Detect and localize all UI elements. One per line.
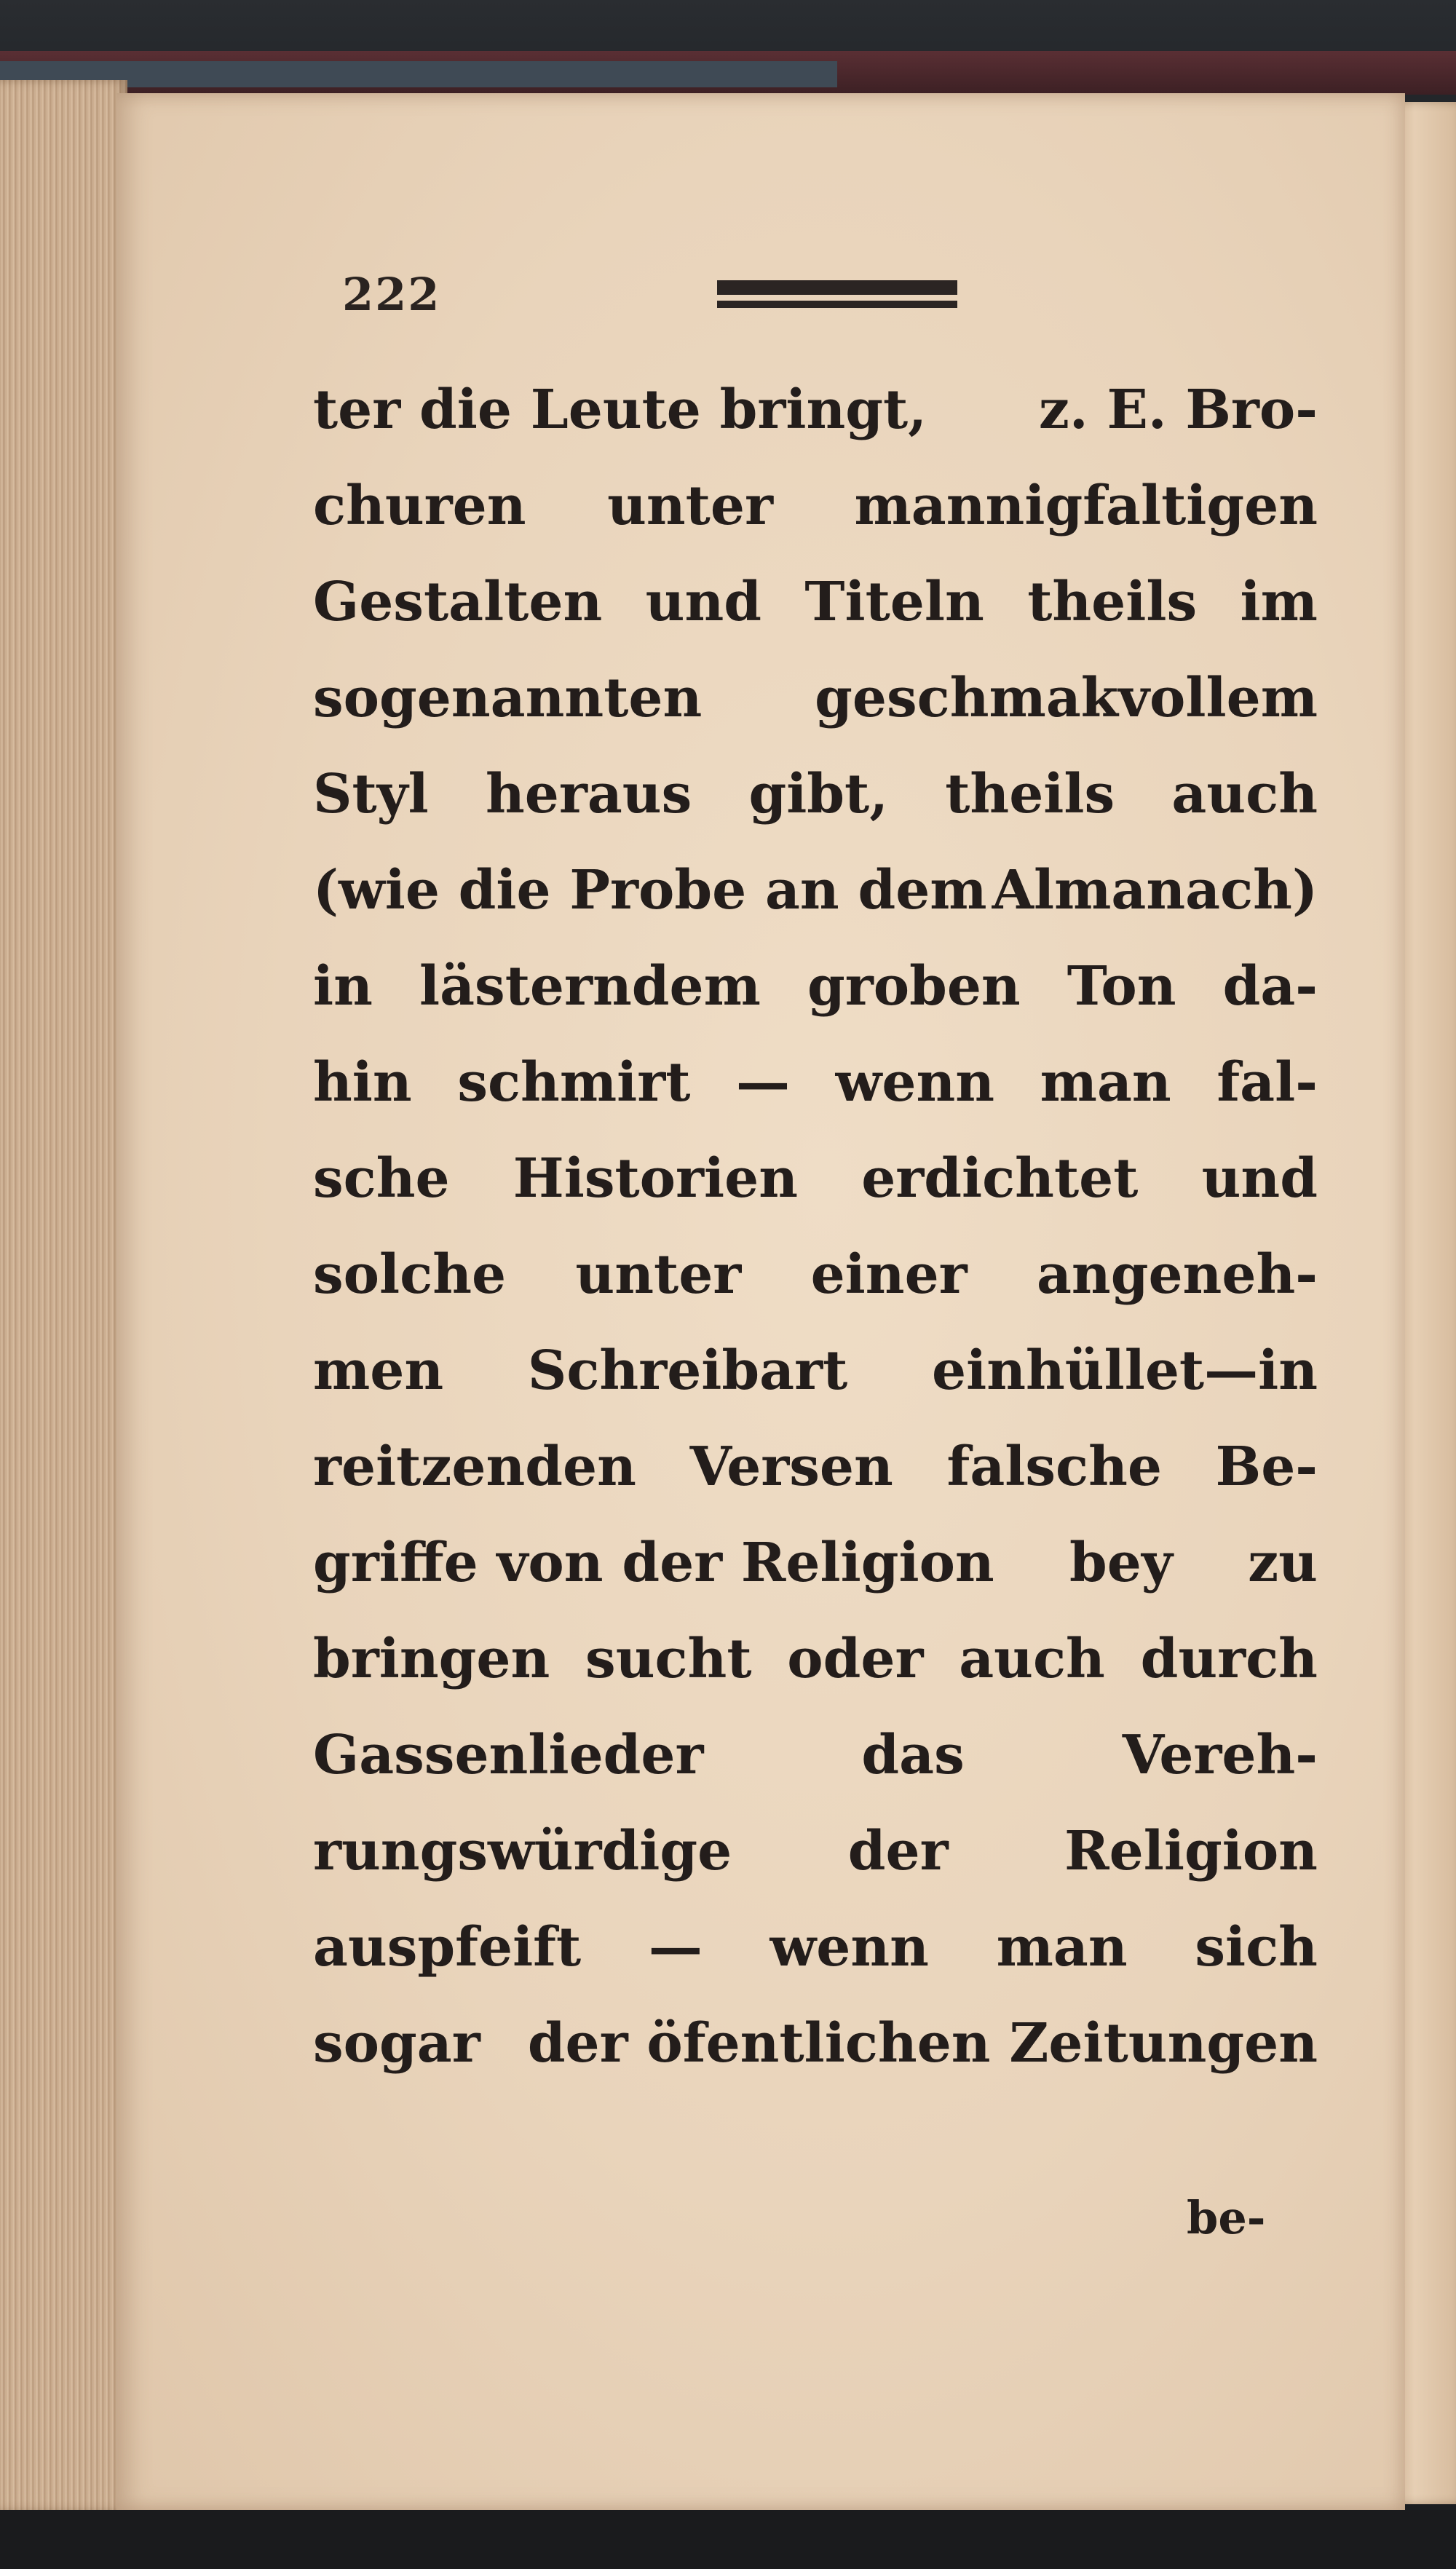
text-word: theils: [945, 763, 1115, 826]
header-rule-thick: [717, 280, 957, 295]
text-word: Be-: [1215, 1436, 1318, 1498]
text-word: Almanach): [992, 859, 1318, 922]
text-word: wenn: [769, 1916, 929, 1979]
text-word: solche: [313, 1243, 507, 1306]
text-word: Titeln: [804, 571, 984, 633]
text-word: auch: [1171, 763, 1318, 826]
text-word: einer: [810, 1243, 968, 1306]
text-word: falsche: [946, 1436, 1162, 1498]
text-line: [313, 1339, 1318, 1436]
text-word: geschmakvollem: [815, 667, 1318, 729]
text-word: sucht: [585, 1628, 752, 1690]
text-word: unter: [575, 1243, 742, 1306]
text-line: [313, 1243, 1318, 1339]
text-line: [313, 955, 1318, 1051]
text-line: [313, 571, 1318, 667]
text-word: Gestalten: [313, 571, 603, 633]
text-word: Religion: [1064, 1820, 1318, 1883]
text-line: [313, 1724, 1318, 1820]
text-line: [313, 859, 1318, 955]
text-word: churen: [313, 475, 526, 537]
text-word: da-: [1222, 955, 1318, 1018]
text-word: auspfeift: [313, 1916, 582, 1979]
text-word: heraus: [485, 763, 692, 826]
text-word: zu: [1248, 1532, 1318, 1594]
text-word: oder: [787, 1628, 924, 1690]
text-word: sogar: [313, 2012, 480, 2075]
text-line: [313, 379, 1318, 475]
text-word: wenn: [835, 1051, 995, 1114]
text-word: unter: [607, 475, 773, 537]
text-word: Ton: [1067, 955, 1176, 1018]
text-line: [313, 1628, 1318, 1724]
text-word: Gassenlieder: [313, 1724, 704, 1786]
text-word: auch: [959, 1628, 1105, 1690]
text-word: man: [996, 1916, 1128, 1979]
text-line: [313, 1532, 1318, 1628]
text-word: durch: [1140, 1628, 1318, 1690]
text-word: rungswürdige: [313, 1820, 732, 1883]
text-word: und: [1201, 1147, 1318, 1210]
page-number: 222: [342, 268, 441, 321]
text-line: [313, 1051, 1318, 1147]
text-word: griffe von der Religion: [313, 1532, 994, 1594]
text-word: Styl: [313, 763, 429, 826]
text-word: —: [648, 1916, 703, 1979]
text-word: Vereh-: [1122, 1724, 1318, 1786]
text-word: z. E. Bro-: [1038, 379, 1318, 441]
text-word: der: [847, 1820, 949, 1883]
text-word: Versen: [689, 1436, 893, 1498]
text-word: sche: [313, 1147, 450, 1210]
text-word: fal-: [1216, 1051, 1318, 1114]
text-word: men: [313, 1339, 444, 1402]
text-word: lästerndem: [419, 955, 761, 1018]
text-word: mannigfaltigen: [854, 475, 1318, 537]
text-word: ter die Leute bringt,: [313, 379, 927, 441]
text-line: [313, 1916, 1318, 2012]
text-line: [313, 475, 1318, 571]
text-word: sogenannten: [313, 667, 703, 729]
text-word: bringen: [313, 1628, 550, 1690]
header-rule: [717, 280, 957, 312]
text-word: in: [313, 955, 373, 1018]
text-word: reitzenden: [313, 1436, 636, 1498]
header-rule-thin: [717, 301, 957, 308]
text-word: und: [645, 571, 762, 633]
text-word: (wie die Probe an dem: [313, 859, 987, 922]
text-word: das: [861, 1724, 965, 1786]
page-block-edges: [0, 80, 127, 2511]
text-word: Schreibart: [527, 1339, 848, 1402]
text-word: groben: [807, 955, 1021, 1018]
text-word: erdichtet: [861, 1147, 1139, 1210]
text-line: [313, 1436, 1318, 1532]
text-word: bey: [1069, 1532, 1173, 1594]
catchword: be-: [1187, 2191, 1266, 2244]
text-word: sich: [1195, 1916, 1318, 1979]
text-line: [313, 1820, 1318, 1916]
text-word: schmirt: [457, 1051, 691, 1114]
text-line: [313, 1147, 1318, 1243]
text-word: —: [736, 1051, 791, 1114]
text-word: der öfentlichen Zeitungen: [527, 2012, 1318, 2075]
text-word: einhüllet—in: [932, 1339, 1318, 1402]
text-word: man: [1040, 1051, 1171, 1114]
text-line: [313, 2012, 1318, 2108]
scan-background-bottom: [0, 2510, 1456, 2569]
body-text: [313, 379, 1318, 2108]
text-word: theils: [1027, 571, 1198, 633]
text-line: [313, 763, 1318, 859]
text-word: angeneh-: [1036, 1243, 1318, 1306]
text-word: hin: [313, 1051, 412, 1114]
text-word: im: [1240, 571, 1318, 633]
text-line: [313, 667, 1318, 763]
text-word: Historien: [513, 1147, 799, 1210]
text-word: gibt,: [748, 763, 888, 826]
